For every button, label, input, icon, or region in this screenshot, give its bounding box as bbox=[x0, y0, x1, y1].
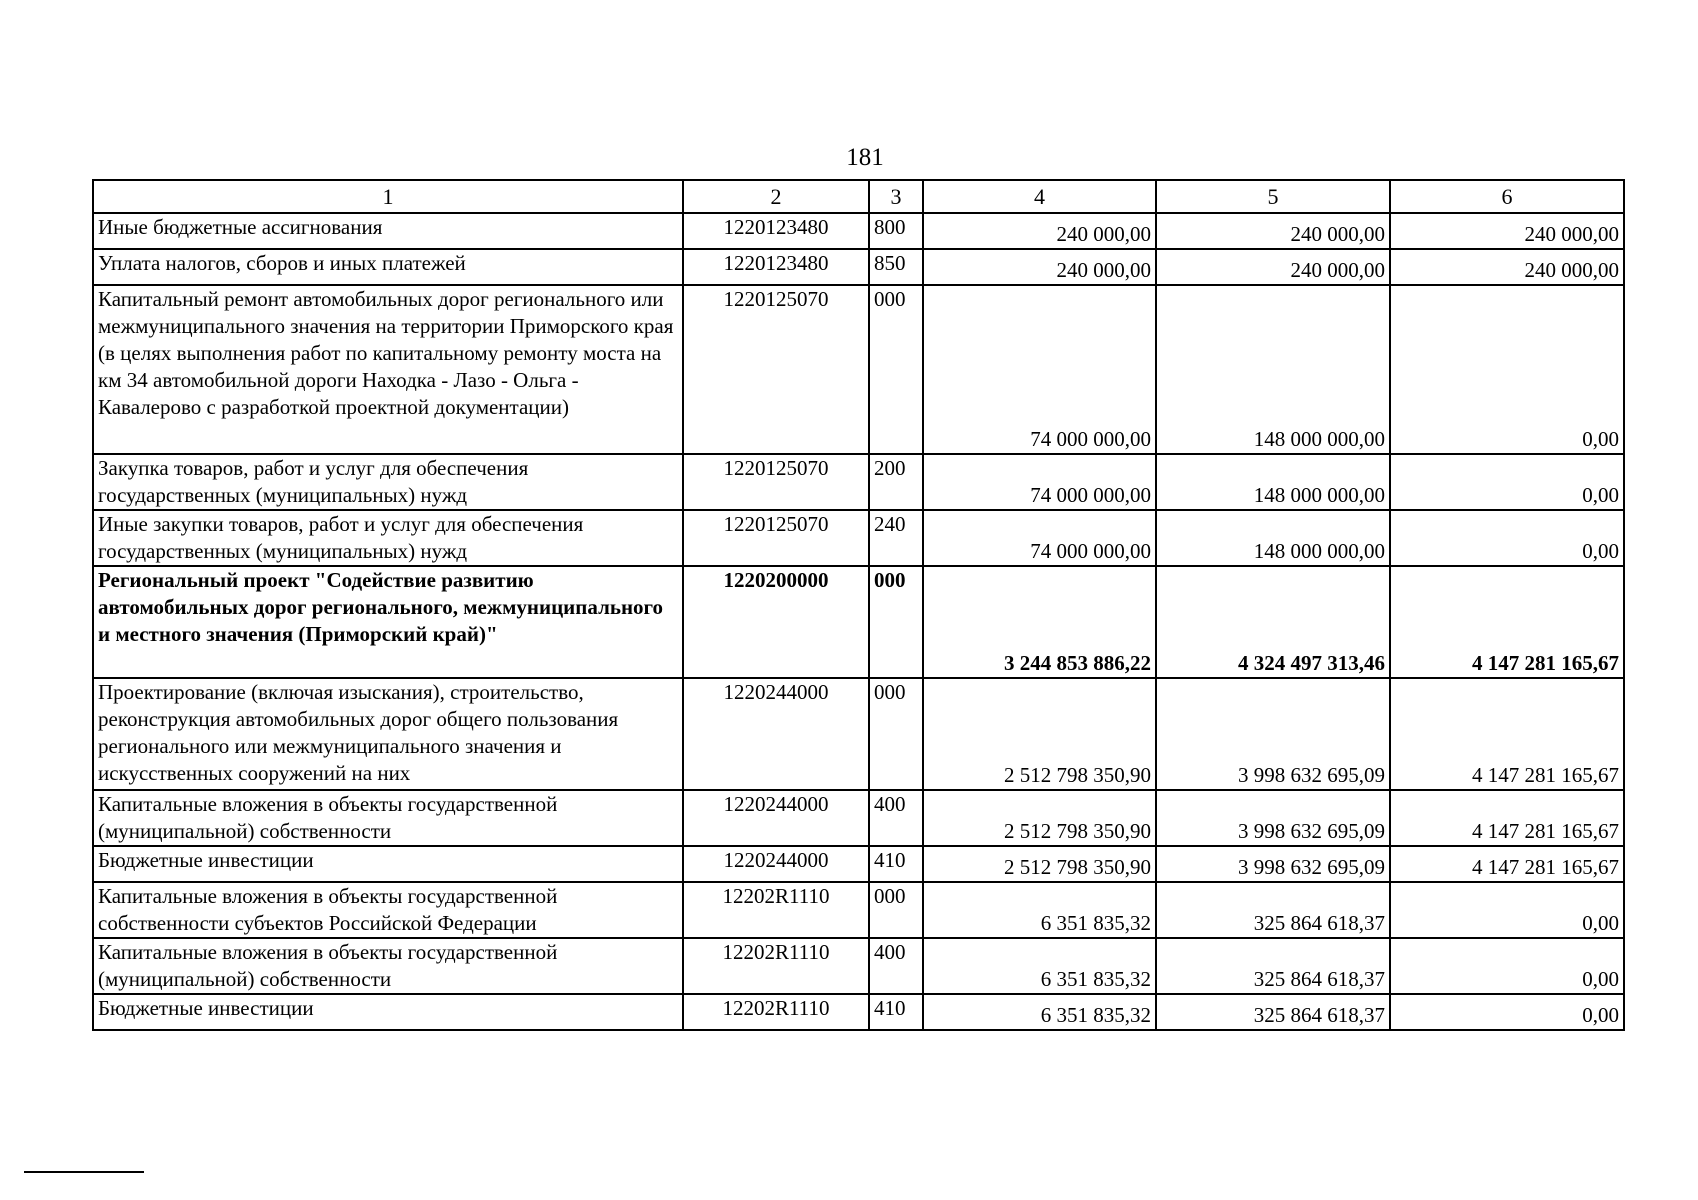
amount-year-1: 74 000 000,00 bbox=[923, 454, 1156, 510]
column-number-row bbox=[93, 180, 1624, 213]
amount-year-2: 3 998 632 695,09 bbox=[1156, 678, 1390, 790]
expense-type-code: 200 bbox=[869, 454, 923, 510]
target-code: 1220125070 bbox=[683, 285, 869, 454]
amount-year-2: 325 864 618,37 bbox=[1156, 938, 1390, 994]
target-code: 1220125070 bbox=[683, 510, 869, 566]
target-code: 1220200000 bbox=[683, 566, 869, 678]
expense-name: Проектирование (включая изыскания), строительство, реконструкция автомобильных дорог общего пользования регионального или межмуниципального значения и искусственных сооружений на них bbox=[93, 678, 683, 790]
amount-year-1: 2 512 798 350,90 bbox=[923, 678, 1156, 790]
column-number: 2 bbox=[683, 180, 869, 213]
amount-year-3: 0,00 bbox=[1390, 510, 1624, 566]
target-code: 1220244000 bbox=[683, 846, 869, 882]
amount-year-3: 240 000,00 bbox=[1390, 213, 1624, 249]
target-code: 1220123480 bbox=[683, 249, 869, 285]
amount-year-1: 6 351 835,32 bbox=[923, 994, 1156, 1030]
amount-year-1: 74 000 000,00 bbox=[923, 510, 1156, 566]
table-row bbox=[93, 566, 1624, 678]
amount-year-1: 3 244 853 886,22 bbox=[923, 566, 1156, 678]
table-row bbox=[93, 882, 1624, 938]
amount-year-3: 4 147 281 165,67 bbox=[1390, 678, 1624, 790]
column-number: 5 bbox=[1156, 180, 1390, 213]
footnote-divider bbox=[24, 1171, 144, 1173]
target-code: 1220244000 bbox=[683, 678, 869, 790]
page-number: 181 bbox=[846, 144, 884, 171]
target-code: 12202R1110 bbox=[683, 938, 869, 994]
table-row bbox=[93, 249, 1624, 285]
expense-type-code: 000 bbox=[869, 566, 923, 678]
column-number: 3 bbox=[869, 180, 923, 213]
amount-year-1: 240 000,00 bbox=[923, 249, 1156, 285]
expense-type-code: 000 bbox=[869, 678, 923, 790]
expense-type-code: 410 bbox=[869, 994, 923, 1030]
expense-type-code: 000 bbox=[869, 882, 923, 938]
expense-name: Иные бюджетные ассигнования bbox=[93, 213, 683, 249]
amount-year-3: 0,00 bbox=[1390, 882, 1624, 938]
amount-year-3: 0,00 bbox=[1390, 938, 1624, 994]
table-row bbox=[93, 213, 1624, 249]
amount-year-2: 148 000 000,00 bbox=[1156, 510, 1390, 566]
target-code: 1220244000 bbox=[683, 790, 869, 846]
amount-year-1: 6 351 835,32 bbox=[923, 938, 1156, 994]
amount-year-2: 325 864 618,37 bbox=[1156, 882, 1390, 938]
table-row bbox=[93, 846, 1624, 882]
column-number: 6 bbox=[1390, 180, 1624, 213]
amount-year-2: 148 000 000,00 bbox=[1156, 454, 1390, 510]
expense-name: Бюджетные инвестиции bbox=[93, 846, 683, 882]
amount-year-1: 240 000,00 bbox=[923, 213, 1156, 249]
amount-year-3: 0,00 bbox=[1390, 454, 1624, 510]
table-row bbox=[93, 994, 1624, 1030]
expense-name: Капитальные вложения в объекты государственной (муниципальной) собственности bbox=[93, 938, 683, 994]
expense-name: Закупка товаров, работ и услуг для обеспечения государственных (муниципальных) нужд bbox=[93, 454, 683, 510]
table-row bbox=[93, 678, 1624, 790]
amount-year-3: 0,00 bbox=[1390, 994, 1624, 1030]
amount-year-3: 4 147 281 165,67 bbox=[1390, 846, 1624, 882]
budget-table bbox=[92, 179, 1625, 1031]
expense-type-code: 400 bbox=[869, 938, 923, 994]
amount-year-3: 4 147 281 165,67 bbox=[1390, 790, 1624, 846]
expense-type-code: 800 bbox=[869, 213, 923, 249]
amount-year-1: 6 351 835,32 bbox=[923, 882, 1156, 938]
expense-type-code: 850 bbox=[869, 249, 923, 285]
expense-name: Бюджетные инвестиции bbox=[93, 994, 683, 1030]
column-number: 4 bbox=[923, 180, 1156, 213]
amount-year-2: 240 000,00 bbox=[1156, 213, 1390, 249]
expense-type-code: 240 bbox=[869, 510, 923, 566]
expense-type-code: 000 bbox=[869, 285, 923, 454]
table-row bbox=[93, 938, 1624, 994]
expense-type-code: 410 bbox=[869, 846, 923, 882]
expense-name: Капитальный ремонт автомобильных дорог регионального или межмуниципального значения на территории Приморского края (в целях выполнения работ по капитальному ремонту моста на км 34 автомобильной дороги Находка - Лазо - Ольга - Кавалерово с разработкой проектной документации) bbox=[93, 285, 683, 454]
target-code: 1220125070 bbox=[683, 454, 869, 510]
expense-name: Иные закупки товаров, работ и услуг для обеспечения государственных (муниципальных) нужд bbox=[93, 510, 683, 566]
amount-year-2: 325 864 618,37 bbox=[1156, 994, 1390, 1030]
expense-name: Уплата налогов, сборов и иных платежей bbox=[93, 249, 683, 285]
amount-year-2: 4 324 497 313,46 bbox=[1156, 566, 1390, 678]
amount-year-3: 240 000,00 bbox=[1390, 249, 1624, 285]
amount-year-2: 240 000,00 bbox=[1156, 249, 1390, 285]
table-row bbox=[93, 790, 1624, 846]
amount-year-3: 0,00 bbox=[1390, 285, 1624, 454]
amount-year-1: 2 512 798 350,90 bbox=[923, 790, 1156, 846]
expense-name: Региональный проект "Содействие развитию автомобильных дорог регионального, межмуниципального и местного значения (Приморский край)" bbox=[93, 566, 683, 678]
amount-year-1: 74 000 000,00 bbox=[923, 285, 1156, 454]
table-row bbox=[93, 285, 1624, 454]
table-row bbox=[93, 510, 1624, 566]
amount-year-2: 3 998 632 695,09 bbox=[1156, 846, 1390, 882]
amount-year-3: 4 147 281 165,67 bbox=[1390, 566, 1624, 678]
target-code: 1220123480 bbox=[683, 213, 869, 249]
amount-year-1: 2 512 798 350,90 bbox=[923, 846, 1156, 882]
target-code: 12202R1110 bbox=[683, 882, 869, 938]
amount-year-2: 3 998 632 695,09 bbox=[1156, 790, 1390, 846]
expense-name: Капитальные вложения в объекты государственной собственности субъектов Российской Федерации bbox=[93, 882, 683, 938]
amount-year-2: 148 000 000,00 bbox=[1156, 285, 1390, 454]
target-code: 12202R1110 bbox=[683, 994, 869, 1030]
expense-name: Капитальные вложения в объекты государственной (муниципальной) собственности bbox=[93, 790, 683, 846]
column-number: 1 bbox=[93, 180, 683, 213]
expense-type-code: 400 bbox=[869, 790, 923, 846]
table-row bbox=[93, 454, 1624, 510]
